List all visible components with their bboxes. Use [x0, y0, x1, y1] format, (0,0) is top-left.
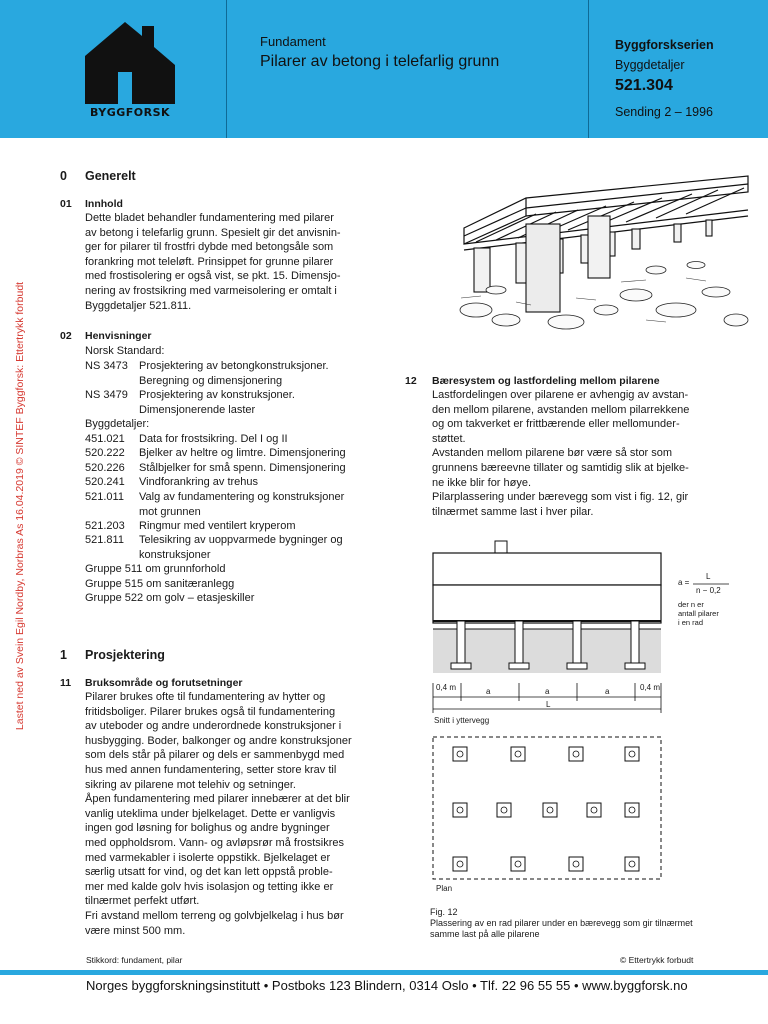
ref-text: Vindforankring av trehus [139, 476, 259, 488]
section-title: Generelt [85, 169, 136, 183]
series-name: Byggforskserien [615, 38, 714, 52]
paragraph-innhold: Dette bladet behandler fundamentering med pilarer av betong i telefarlig grunn. Spesielt gir det anvisnin- ger for pilarer til frostfri dybde med betongsåle som forankring mot teleløft. Prinsippet for grunne pilarer med frostisolering er også vist, se pkt. 15. Dimensjo- nering av frostsikring med varmeisolering er omtalt i Byggdetaljer 521.811. [85, 212, 341, 312]
ref-text: Prosjektering av betongkonstruksjoner. Beregning og dimensjonering [139, 360, 329, 387]
ref-code: 520.241 [85, 476, 125, 488]
ref-text: Ringmur med ventilert kryperom [139, 520, 296, 532]
subsection-number: 11 [60, 677, 72, 689]
formula-a: a = [678, 578, 690, 587]
subsection-title: Henvisninger [85, 330, 152, 342]
download-watermark: Lastet ned av Svein Egil Nordby, Norbras As 16.04.2019 © SINTEF Byggforsk: Ettertrykk forbudt [14, 281, 26, 731]
formula-denominator: n − 0,2 [696, 586, 721, 595]
header-divider [588, 0, 589, 138]
keywords: Stikkord: fundament, pilar [86, 955, 183, 965]
ref-text: Bjelker av heltre og limtre. Dimensjonering [139, 447, 346, 459]
dim-edge-right: 0,4 m [640, 683, 661, 692]
subsection-title: Bruksområde og forutsetninger [85, 677, 243, 689]
dim-a: a [545, 687, 550, 696]
subsection-title: Innhold [85, 198, 123, 210]
document-number: 521.304 [615, 77, 673, 94]
section-title: Prosjektering [85, 648, 165, 662]
header-divider [226, 0, 227, 138]
ref-code: 451.021 [85, 433, 125, 445]
dim-a: a [605, 687, 610, 696]
ref-groups: Gruppe 511 om grunnforhold Gruppe 515 om sanitæranlegg Gruppe 522 om golv – etasjeskiller [85, 563, 255, 605]
ref-code: 520.222 [85, 447, 125, 459]
ref-text: Telesikring av uoppvarmede bygninger og konstruksjoner [139, 534, 343, 561]
dim-a: a [486, 687, 491, 696]
ref-code: 521.811 [85, 534, 124, 546]
figure-caption-label: Fig. 12 [430, 907, 458, 917]
figure-caption: Plassering av en rad pilarer under en bærevegg som gir tilnærmet samme last på alle pilarene [430, 918, 693, 939]
sending-date: Sending 2 – 1996 [615, 105, 714, 119]
dim-edge-left: 0,4 m [436, 683, 457, 692]
ref-code: NS 3473 [85, 360, 128, 372]
formula-numerator: L [706, 572, 711, 581]
footer-contact: Norges byggforskningsinstitutt • Postboks 123 Blindern, 0314 Oslo • Tlf. 22 96 55 55 • www.byggforsk.no [86, 978, 688, 993]
ref-text: Data for frostsikring. Del I og II [139, 433, 288, 445]
paragraph-bruksomrade: Pilarer brukes ofte til fundamentering av hytter og fritidsboliger. Pilarer brukes også til fundamentering av uteboder og andre underordnede konstruksjoner i husbygging. Boder, balkonger og andre konstruksjoner som dels står på pilarer og dels er sammenbygd med hus med annen fundamentering, setter store krav til sikring av pilarene mot telehiv og setninger. Åpen fundamentering med pilarer innebærer at det blir vanlig uteklima under bjelkelaget. Dette er vanligvis ingen god løsning for bolighus og andre bygninger med oppholdsrom. Vann- og avløpsrør må frostsikres med varmekabler i isolerte oppstikk. Bjelkelaget er særlig utsatt for vind, og det kan lett oppstå proble- mer med kalde golv hvis isolasjon og tetting ikke er tilnærmet perfekt utført. Fri avstand mellom terreng og golvbjelkelag i hus bør være minst 500 mm. [85, 691, 352, 937]
section-label: Snitt i yttervegg [434, 716, 490, 725]
ref-code: NS 3479 [85, 389, 128, 401]
plan-label: Plan [436, 884, 453, 893]
dim-L: L [546, 700, 551, 709]
pillar-foundation-illustration [456, 170, 756, 335]
ref-group-heading: Norsk Standard: [85, 345, 165, 357]
document-title: Pilarer av betong i telefarlig grunn [260, 53, 500, 70]
ref-text: Stålbjelker for små spenn. Dimensjonering [139, 462, 346, 474]
document-category: Fundament [260, 34, 326, 49]
copyright-notice: © Ettertrykk forbudt [620, 955, 694, 965]
section-number: 1 [60, 648, 67, 662]
logo-text: BYGGFORSK [89, 106, 171, 119]
subsection-title: Bæresystem og lastfordeling mellom pilarene [432, 375, 660, 387]
subsection-number: 02 [60, 330, 72, 342]
ref-code: 521.203 [85, 520, 125, 532]
paragraph-baeresystem: Lastfordelingen over pilarene er avhengig av avstan- den mellom pilarene, avstanden mellom pilarrekkene og om takverket er frittbærende eller mellomunder- støttet. Avstanden mellom pilarene bør være så stor som grunnens bæreevne tillater og samtidig slik at bjelke- ne ikke blir for høye. Pilarplassering under bærevegg som vist i fig. 12, gir tilnærmet samme last i hver pilar. [432, 389, 690, 518]
subseries-name: Byggdetaljer [615, 58, 685, 72]
ref-code: 520.226 [85, 462, 125, 474]
subsection-number: 12 [405, 375, 417, 387]
formula-legend: der n er antall pilarer i en rad [678, 600, 719, 627]
ref-group-heading: Byggdetaljer: [85, 418, 150, 430]
ref-text: Prosjektering av konstruksjoner. Dimensjonerende laster [139, 389, 295, 416]
ref-text: Valg av fundamentering og konstruksjoner mot grunnen [139, 491, 345, 518]
section-number: 0 [60, 169, 67, 183]
subsection-number: 01 [60, 198, 72, 210]
ref-code: 521.011 [85, 491, 124, 503]
